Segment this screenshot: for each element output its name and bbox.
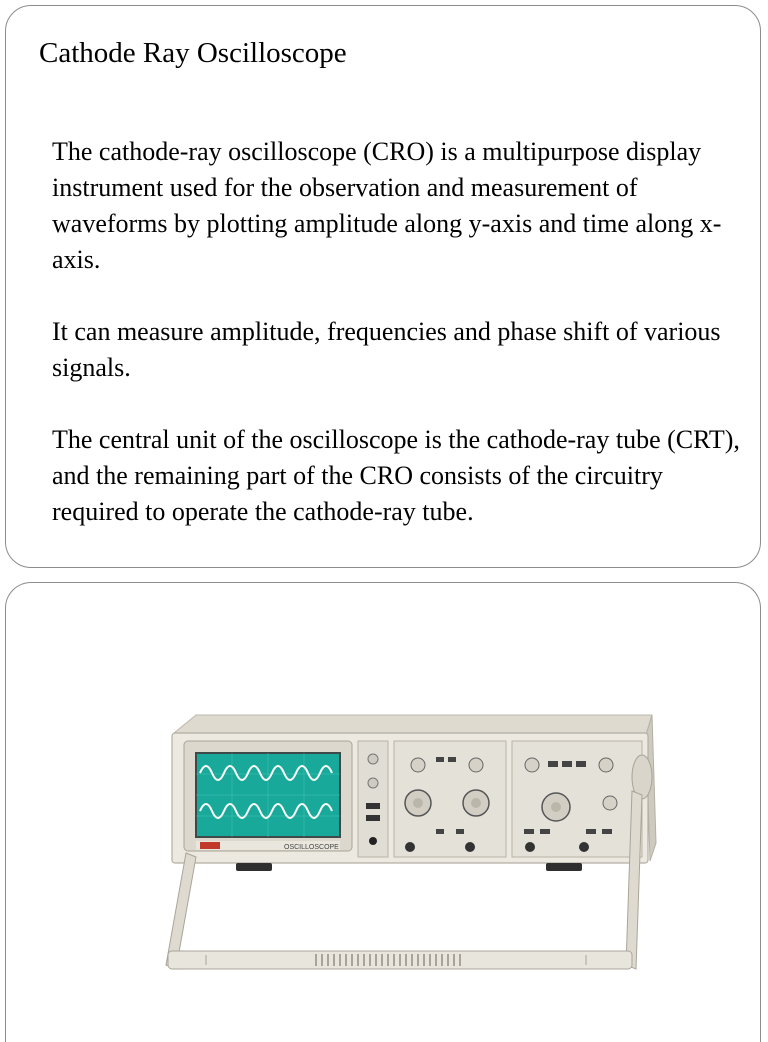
slide-text-panel <box>5 5 761 568</box>
slide-title: Cathode Ray Oscilloscope <box>39 37 347 69</box>
slide-image-panel <box>5 582 761 1042</box>
paragraph-central-unit: The central unit of the oscilloscope is the cathode-ray tube (CRT), and the remaining part of the CRO consists of the circuitry required to operate the cathode-ray tube. <box>52 425 740 526</box>
paragraph-measurements: It can measure amplitude, frequencies and phase shift of various signals. <box>52 317 721 382</box>
oscilloscope-illustration <box>156 703 676 1003</box>
oscilloscope-image <box>156 703 676 1003</box>
brand-label: OSCILLOSCOPE <box>284 844 339 851</box>
paragraph-definition: The cathode-ray oscilloscope (CRO) is a multipurpose display instrument used for the observation and measurement of waveforms by plotting amplitude along y-axis and time along x-axis. <box>52 137 722 274</box>
